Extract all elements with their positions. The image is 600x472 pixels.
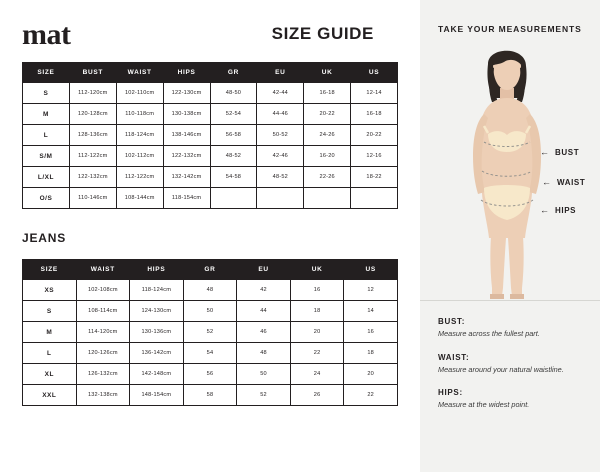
note-bust-text: Measure across the fullest part.	[438, 329, 540, 338]
cell-eu: 48-52	[257, 167, 304, 188]
cell-uk: 22	[290, 343, 344, 364]
note-waist-text: Measure around your natural waistline.	[438, 364, 564, 374]
cell-eu: 44	[237, 301, 291, 322]
bust-arrow-icon: ←	[540, 147, 549, 157]
cell-size: S	[23, 83, 70, 104]
cell-waist: 102-112cm	[116, 146, 163, 167]
note-bust-title: BUST:	[438, 317, 466, 326]
cell-size: XS	[23, 280, 77, 301]
cell-waist: 102-110cm	[116, 83, 163, 104]
cell-gr: 54-58	[210, 167, 257, 188]
cell-eu: 48	[237, 343, 291, 364]
cell-us: 22	[344, 385, 398, 406]
table-row	[23, 167, 398, 188]
table-row	[23, 280, 398, 301]
brand-logo: mat	[22, 18, 71, 51]
cell-uk: 18	[290, 301, 344, 322]
cell-hips: 130-138cm	[163, 104, 210, 125]
note-waist-title: WAIST:	[438, 352, 470, 362]
table-row	[23, 343, 398, 364]
cell-us	[351, 188, 398, 209]
cell-uk: 20	[290, 322, 344, 343]
left-header	[22, 18, 398, 51]
cell-gr: 52	[183, 322, 237, 343]
waist-callout-label: WAIST	[557, 178, 586, 187]
cell-gr: 56-58	[210, 125, 257, 146]
table-row	[23, 364, 398, 385]
col-hips: HIPS	[163, 63, 210, 83]
cell-uk: 22-26	[304, 167, 351, 188]
cell-waist: 120-126cm	[76, 343, 130, 364]
cell-gr: 54	[183, 343, 237, 364]
table-row	[23, 146, 398, 167]
cell-us: 20	[344, 364, 398, 385]
cell-us: 14	[344, 301, 398, 322]
col-uk: UK	[304, 63, 351, 83]
cell-waist: 102-108cm	[76, 280, 130, 301]
cell-hips: 130-136cm	[130, 322, 184, 343]
table-row	[23, 125, 398, 146]
cell-us: 12-16	[351, 146, 398, 167]
body-figure-illustration	[448, 38, 568, 303]
cell-size: L/XL	[23, 167, 70, 188]
hips-callout-label: HIPS	[555, 206, 577, 215]
cell-size: M	[23, 322, 77, 343]
col-bust: BUST	[69, 63, 116, 83]
cell-gr: 58	[183, 385, 237, 406]
jeans-size-table	[22, 259, 398, 406]
col-us: US	[351, 63, 398, 83]
cell-size: L	[23, 125, 70, 146]
cell-eu: 44-46	[257, 104, 304, 125]
cell-hips: 138-146cm	[163, 125, 210, 146]
cell-us: 20-22	[351, 125, 398, 146]
col-size: SIZE	[23, 260, 77, 280]
note-hips-title: HIPS:	[438, 388, 463, 398]
cell-bust: 128-136cm	[69, 125, 116, 146]
cell-us: 12	[344, 280, 398, 301]
cell-waist: 126-132cm	[76, 364, 130, 385]
measurement-notes	[420, 300, 600, 424]
col-uk: UK	[290, 260, 344, 280]
cell-uk: 24	[290, 364, 344, 385]
note-hips-text: Measure at the widest point.	[438, 400, 530, 410]
cell-hips: 122-130cm	[163, 83, 210, 104]
cell-gr: 48-50	[210, 83, 257, 104]
cell-uk: 26	[290, 385, 344, 406]
cell-eu: 42-44	[257, 83, 304, 104]
col-size: SIZE	[23, 63, 70, 83]
cell-gr: 50	[183, 301, 237, 322]
cell-size: S	[23, 301, 77, 322]
table-row	[23, 322, 398, 343]
bust-callout-label: BUST	[555, 148, 580, 157]
cell-size: S/M	[23, 146, 70, 167]
table-header-row	[23, 260, 398, 280]
col-hips: HIPS	[130, 260, 184, 280]
col-waist: WAIST	[76, 260, 130, 280]
col-eu: EU	[237, 260, 291, 280]
cell-eu: 50	[237, 364, 291, 385]
cell-uk: 16-20	[304, 146, 351, 167]
cell-uk	[304, 188, 351, 209]
cell-waist: 112-122cm	[116, 167, 163, 188]
main-size-table-head	[23, 63, 398, 83]
cell-bust: 120-128cm	[69, 104, 116, 125]
cell-bust: 112-122cm	[69, 146, 116, 167]
cell-us: 12-14	[351, 83, 398, 104]
cell-hips: 118-154cm	[163, 188, 210, 209]
col-waist: WAIST	[116, 63, 163, 83]
cell-uk: 16-18	[304, 83, 351, 104]
cell-eu: 42	[237, 280, 291, 301]
col-eu: EU	[257, 63, 304, 83]
col-gr: GR	[210, 63, 257, 83]
cell-bust: 112-120cm	[69, 83, 116, 104]
cell-waist: 114-120cm	[76, 322, 130, 343]
cell-uk: 24-26	[304, 125, 351, 146]
main-size-table-body	[23, 83, 398, 209]
measurements-panel	[420, 0, 600, 472]
cell-waist: 110-118cm	[116, 104, 163, 125]
cell-eu: 42-46	[257, 146, 304, 167]
cell-eu: 50-52	[257, 125, 304, 146]
note-waist	[438, 353, 582, 376]
cell-gr: 56	[183, 364, 237, 385]
cell-waist: 108-144cm	[116, 188, 163, 209]
cell-hips: 124-130cm	[130, 301, 184, 322]
table-row	[23, 104, 398, 125]
jeans-size-table-body	[23, 280, 398, 406]
table-row	[23, 188, 398, 209]
cell-size: XXL	[23, 385, 77, 406]
page-title: SIZE GUIDE	[271, 24, 374, 43]
cell-size: M	[23, 104, 70, 125]
cell-waist: 108-114cm	[76, 301, 130, 322]
cell-size: O/S	[23, 188, 70, 209]
cell-eu: 46	[237, 322, 291, 343]
cell-uk: 20-22	[304, 104, 351, 125]
measurements-title: TAKE YOUR MEASUREMENTS	[438, 24, 582, 34]
cell-hips: 148-154cm	[130, 385, 184, 406]
jeans-section-title: JEANS	[22, 231, 67, 245]
col-us: US	[344, 260, 398, 280]
cell-eu	[257, 188, 304, 209]
cell-gr: 52-54	[210, 104, 257, 125]
cell-us: 16	[344, 322, 398, 343]
cell-hips: 118-124cm	[130, 280, 184, 301]
main-size-table	[22, 62, 398, 209]
jeans-size-table-head	[23, 260, 398, 280]
cell-hips: 136-142cm	[130, 343, 184, 364]
note-hips	[438, 388, 582, 411]
cell-gr	[210, 188, 257, 209]
cell-hips: 132-142cm	[163, 167, 210, 188]
table-row	[23, 385, 398, 406]
table-row	[23, 83, 398, 104]
cell-eu: 52	[237, 385, 291, 406]
cell-us: 18	[344, 343, 398, 364]
cell-bust: 110-146cm	[69, 188, 116, 209]
cell-waist: 118-124cm	[116, 125, 163, 146]
cell-gr: 48-52	[210, 146, 257, 167]
figure-area	[420, 38, 600, 308]
cell-us: 16-18	[351, 104, 398, 125]
cell-hips: 142-148cm	[130, 364, 184, 385]
cell-size: L	[23, 343, 77, 364]
table-header-row	[23, 63, 398, 83]
cell-waist: 132-138cm	[76, 385, 130, 406]
table-row	[23, 301, 398, 322]
cell-us: 18-22	[351, 167, 398, 188]
cell-gr: 48	[183, 280, 237, 301]
cell-hips: 122-132cm	[163, 146, 210, 167]
note-bust	[438, 317, 582, 340]
cell-size: XL	[23, 364, 77, 385]
cell-uk: 16	[290, 280, 344, 301]
hips-arrow-icon: ←	[540, 205, 549, 215]
col-gr: GR	[183, 260, 237, 280]
waist-arrow-icon: ←	[542, 177, 551, 187]
cell-bust: 122-132cm	[69, 167, 116, 188]
